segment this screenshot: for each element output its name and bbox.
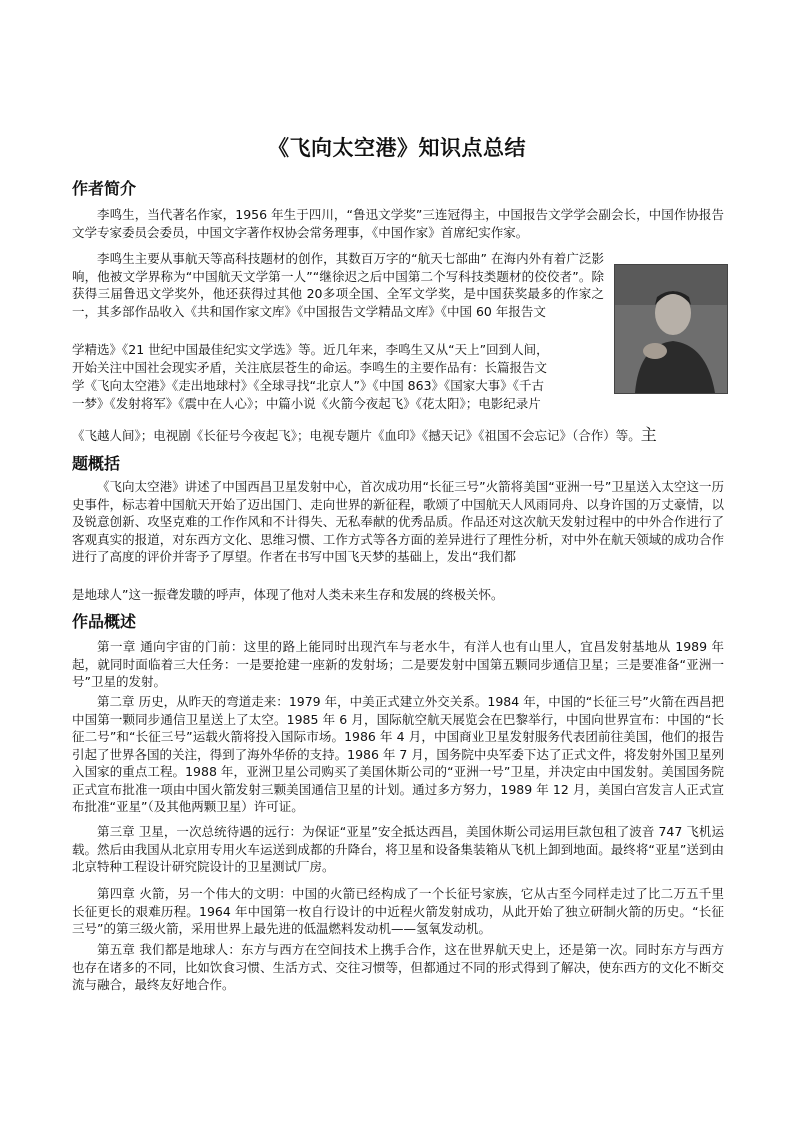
author-photo: [614, 264, 728, 394]
theme-line-last: 是地球人”这一振聋发聩的呼声，体现了他对人类未来生存和发展的终极关怀。: [72, 587, 504, 602]
overview-section-heading: 作品概述: [72, 612, 137, 631]
chapter-3-para: 第三章 卫星，一次总统待遇的远行：为保证“亚星”安全抵达西昌，美国休斯公司运用巨款包租了波音 747 飞机运载。然后由我国从北京用专用火车运送到成都的升降台，将卫星和设备集装箱从飞机上卸到地面。最终将“亚星”送到由北京特种工程设计研究院设计的卫星测试厂房。: [72, 824, 724, 874]
page-title: 《飞向太空港》知识点总结: [268, 136, 526, 160]
chapter-1-para: 第一章 通向宇宙的门前：这里的路上能同时出现汽车与老水牛，有洋人也有山里人，宜昌发射基地从 1989 年起，就同时面临着三大任务：一是要抢建一座新的发射场；二是要发射中国第五颗同步通信卫星；三是要准备“亚洲一号”卫星的发射。: [72, 639, 724, 689]
author-section-heading: 作者简介: [72, 179, 137, 198]
author-para-1: 李鸣生，当代著名作家，1956 年生于四川，“鲁迅文学奖”三连冠得主，中国报告文学学会副会长，中国作协报告文学专家委员会委员，中国文字著作权协会常务理事，《中国作家》首席纪实作家。: [72, 207, 724, 240]
author-photo-image: [615, 265, 727, 393]
author-line-7: [72, 426, 657, 445]
chapter-4-para: 第四章 火箭，另一个伟大的文明：中国的火箭已经构成了一个长征号家族，它从古至今同样走过了比二万五千里长征更长的艰难历程。1964 年中国第一枚自行设计的中近程火箭发射成功，从此开始了独立研制火箭的历史。“长征三号”的第三级火箭，采用世界上最先进的低温燃料发动机——氢氧发动机。: [72, 886, 724, 936]
chapter-5-para: 第五章 我们都是地球人：东方与西方在空间技术上携手合作，这在世界航天史上，还是第一次。同时东方与西方也存在诸多的不同，比如饮食习惯、生活方式、交往习惯等，但都通过不同的形式得到了解决，使东西方的文化不断交流与融合，最终友好地合作。: [72, 942, 724, 992]
theme-heading-part2: 题概括: [72, 454, 121, 473]
author-line-4: 开始关注中国社会现实矛盾，关注底层苍生的命运。李鸣生的主要作品有：长篇报告文: [72, 360, 548, 375]
author-line-3: 学精选》《21 世纪中国最佳纪实文学选》等。近几年来，李鸣生又从“天上”回到人间，: [72, 342, 549, 357]
author-line-6: 一梦》《发射将军》《震中在人心》；中篇小说《火箭今夜起飞》《花太阳》；电影纪录片: [72, 396, 541, 411]
chapter-2-para: 第二章 历史，从昨天的弯道走来：1979 年，中美正式建立外交关系。1984 年，中国的“长征三号”火箭在西昌把中国第一颗同步通信卫星送上了太空。1985 年 6 月，国际航空航天展览会在巴黎举行，中国向世界宣布：中国的“长征二号”和“长征三号”运载火箭将投入国际市场。1986 年 4 月，中国商业卫星发射服务代表团前往美国，他们的报告引起了世界各国的关注，得到了海外华侨的支持。1986 年 7 月，国务院中央军委下达了正式文件，将发射外国卫星列入国家的重点工程。1988 年，亚洲卫星公司购买了美国休斯公司的“亚洲一号”卫星，并决定由中国发射。美国国务院正式宣布批准一项由中国火箭发射三颗美国通信卫星的计划。通过多方努力，1989 年 12 月，美国白宫发言人正式宣布批准“亚星”（及其他两颗卫星）许可证。: [72, 694, 724, 814]
author-line-5: 学《飞向太空港》《走出地球村》《全球寻找“北京人”》《中国 863》《国家大事》《千古: [72, 378, 545, 393]
theme-heading-part1: 主: [640, 425, 657, 444]
author-para-2: 李鸣生主要从事航天等高科技题材的创作，其数百万字的“航天七部曲” 在海内外有着广泛影响，他被文学界称为“中国航天文学第一人”“继徐迟之后中国第二个写科技类题材的佼佼者”。除获得三届鲁迅文学奖外，他还获得过其他 20多项全国、全军文学奖，是中国获奖最多的作家之一，其多部作品收入《共和国作家文库》《中国报告文学精品文库》《中国 60 年报告文: [72, 251, 604, 319]
author-line-7-text: 《飞越人间》；电视剧《长征号今夜起飞》；电视专题片《血印》《撼天记》《祖国不会忘记》（合作）等。: [72, 428, 641, 443]
theme-para: 《飞向太空港》讲述了中国西昌卫星发射中心，首次成功用“长征三号”火箭将美国“亚洲一号”卫星送入太空这一历史事件，标志着中国航天开始了迈出国门、走向世界的新征程，歌颂了中国航天人风雨同舟、以身许国的万丈豪情，以及锐意创新、攻坚克难的工作作风和不计得失、无私奉献的优秀品质。作品还对这次航天发射过程中的中外合作进行了客观真实的报道，对东西方文化、思维习惯、工作方式等各方面的差异进行了理性分析，对中外在航天领域的成功合作进行了高度的评价并寄予了厚望。作者在书写中国飞天梦的基础上，发出“我们都: [72, 479, 724, 564]
